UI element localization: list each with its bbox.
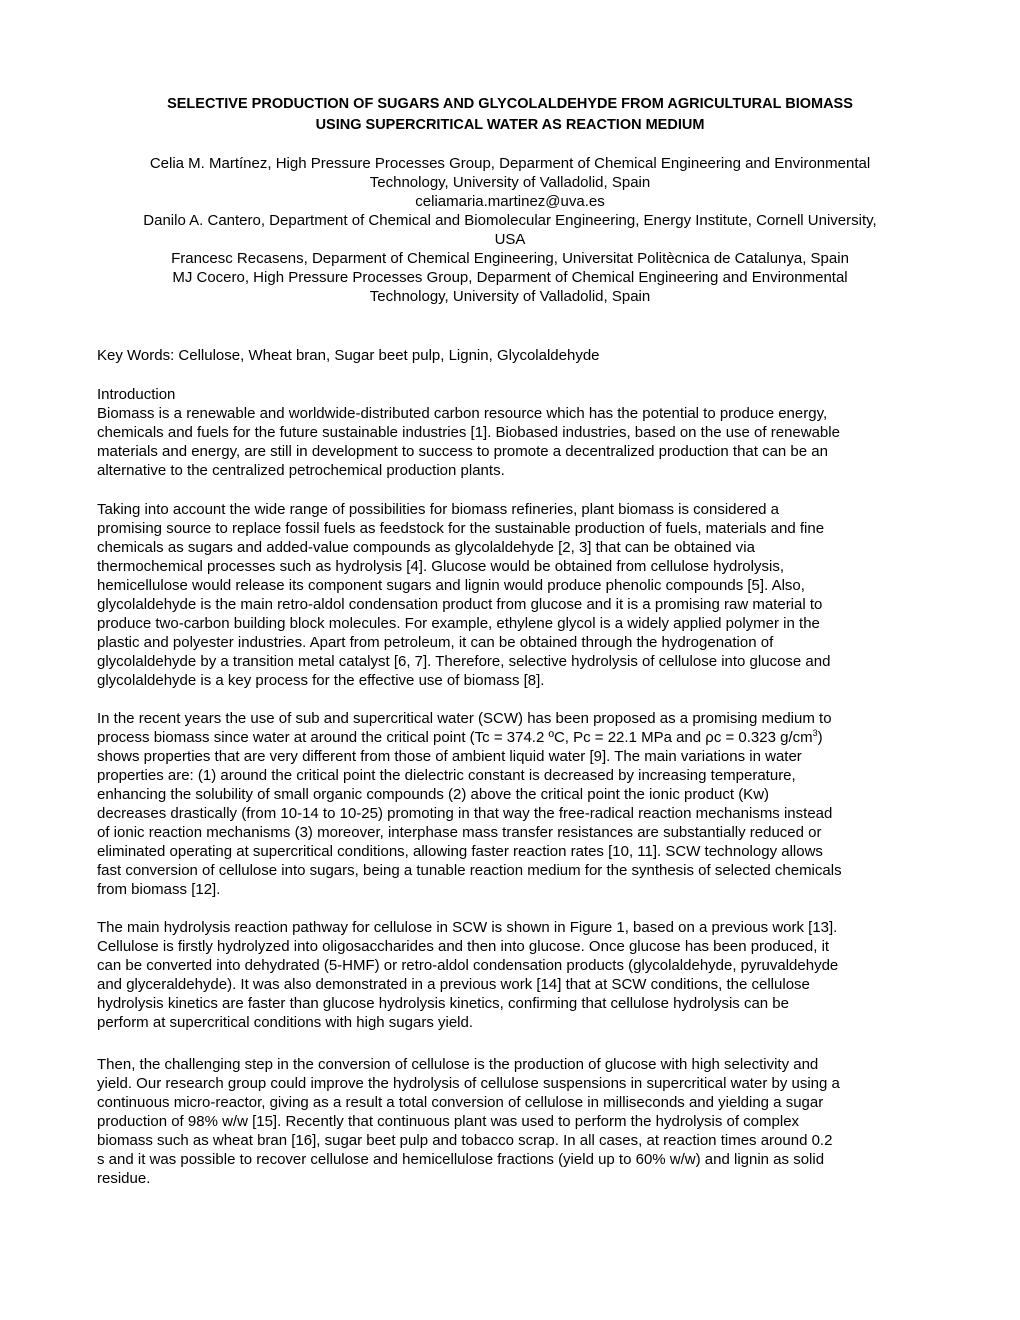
text-line: Then, the challenging step in the conversion of cellulose is the production of glucose with high selectivity and: [97, 1056, 819, 1073]
text-line: residue.: [97, 1170, 151, 1187]
text-line: plastic and polyester industries. Apart from petroleum, it can be obtained through the hydrogenation of: [97, 634, 774, 651]
text-line: chemicals and fuels for the future sustainable industries [1]. Biobased industries, based on the use of renewable: [97, 424, 840, 441]
text-line: Taking into account the wide range of possibilities for biomass refineries, plant biomass is considered a: [97, 501, 780, 518]
paragraph-1: [97, 404, 927, 480]
text-line: from biomass [12].: [97, 881, 221, 898]
paragraph-5: [97, 1055, 927, 1188]
text-line: produce two-carbon building block molecules. For example, ethylene glycol is a widely applied polymer in the: [97, 615, 820, 632]
text-line: USA: [494, 231, 526, 248]
heading-text: Introduction: [97, 386, 176, 403]
text-line: enhancing the solubility of small organic compounds (2) above the critical point the ionic product (Kw): [97, 786, 770, 803]
text-line: MJ Cocero, High Pressure Processes Group, Deparment of Chemical Engineering and Environmental: [172, 269, 848, 286]
section-heading-introduction: [97, 385, 927, 404]
text-line: alternative to the centralized petrochemical production plants.: [97, 462, 505, 479]
text-line: s and it was possible to recover cellulose and hemicellulose fractions (yield up to 60% w/w) and lignin as solid: [97, 1151, 825, 1168]
text-line: promising source to replace fossil fuels as feedstock for the sustainable production of fuels, materials and fine: [97, 520, 825, 537]
keywords: [97, 346, 927, 365]
text-span: ): [817, 729, 823, 746]
text-line: biomass such as wheat bran [16], sugar beet pulp and tobacco scrap. In all cases, at reaction times around 0.2: [97, 1132, 833, 1149]
text-line: USING SUPERCRITICAL WATER AS REACTION MEDIUM: [315, 117, 705, 133]
superscript: 3: [812, 728, 818, 738]
text-line: of ionic reaction mechanisms (3) moreover, interphase mass transfer resistances are substantially reduced or: [97, 824, 822, 841]
text-line: glycolaldehyde is a key process for the effective use of biomass [8].: [97, 672, 545, 689]
paragraph-4: [97, 918, 927, 1032]
text-line: production of 98% w/w [15]. Recently that continuous plant was used to perform the hydrolysis of complex: [97, 1113, 800, 1130]
text-span: process biomass since water at around the critical point (Tc = 374.2 ºC, Pc = 22.1 MPa and ρc = 0.323 g/cm: [97, 729, 813, 746]
text-line: [97, 728, 927, 747]
text-line: Cellulose is firstly hydrolyzed into oligosaccharides and then into glucose. Once glucose has been produced, it: [97, 938, 830, 955]
text-line: materials and energy, are still in development to success to promote a decentralized production that can be an: [97, 443, 828, 460]
text-line: perform at supercritical conditions with high sugars yield.: [97, 1014, 474, 1031]
text-line: SELECTIVE PRODUCTION OF SUGARS AND GLYCOLALDEHYDE FROM AGRICULTURAL BIOMASS: [167, 96, 853, 112]
text-line: continuous micro-reactor, giving as a result a total conversion of cellulose in milliseconds and yielding a sugar: [97, 1094, 824, 1111]
text-line: Technology, University of Valladolid, Spain: [369, 174, 651, 191]
text-line: The main hydrolysis reaction pathway for cellulose in SCW is shown in Figure 1, based on a previous work [13].: [97, 919, 838, 936]
text-line: decreases drastically (from 10-14 to 10-25) promoting in that way the free-radical reaction mechanisms instead: [97, 805, 833, 822]
keywords-text: Key Words: Cellulose, Wheat bran, Sugar beet pulp, Lignin, Glycolaldehyde: [97, 347, 600, 364]
text-line: celiamaria.martinez@uva.es: [415, 193, 605, 210]
paragraph-3: [97, 709, 927, 899]
text-line: properties are: (1) around the critical point the dielectric constant is decreased by increasing temperature,: [97, 767, 796, 784]
text-line: hemicellulose would release its component sugars and lignin would produce phenolic compounds [5]. Also,: [97, 577, 805, 594]
text-line: glycolaldehyde by a transition metal catalyst [6, 7]. Therefore, selective hydrolysis of cellulose into glucose and: [97, 653, 831, 670]
author-list: [80, 154, 940, 306]
text-line: and glyceraldehyde). It was also demonstrated in a previous work [14] that at SCW conditions, the cellulose: [97, 976, 810, 993]
text-line: can be converted into dehydrated (5-HMF) or retro-aldol condensation products (glycolaldehyde, pyruvaldehyde: [97, 957, 839, 974]
paragraph-3-rest: [97, 747, 927, 899]
text-line: eliminated operating at supercritical conditions, allowing faster reaction rates [10, 11]. SCW technology allows: [97, 843, 823, 860]
text-line: chemicals as sugars and added-value compounds as glycolaldehyde [2, 3] that can be obtained via: [97, 539, 755, 556]
text-line: thermochemical processes such as hydrolysis [4]. Glucose would be obtained from cellulose hydrolysis,: [97, 558, 784, 575]
paper-title: [80, 94, 940, 136]
text-line: glycolaldehyde is the main retro-aldol condensation product from glucose and it is a promising raw material to: [97, 596, 823, 613]
text-line: Francesc Recasens, Deparment of Chemical Engineering, Universitat Politècnica de Catalunya, Spain: [171, 250, 849, 267]
text-line: yield. Our research group could improve the hydrolysis of cellulose suspensions in supercritical water by using a: [97, 1075, 840, 1092]
text-line: shows properties that are very different from those of ambient liquid water [9]. The main variations in water: [97, 748, 802, 765]
paragraph-2: [97, 500, 927, 690]
text-line: In the recent years the use of sub and supercritical water (SCW) has been proposed as a promising medium to: [97, 710, 832, 727]
text-line: Technology, University of Valladolid, Spain: [369, 288, 651, 305]
text-line: Celia M. Martínez, High Pressure Processes Group, Deparment of Chemical Engineering and Environmental: [149, 155, 871, 172]
text-line: Danilo A. Cantero, Department of Chemical and Biomolecular Engineering, Energy Institute, Cornell University,: [143, 212, 877, 229]
text-line: hydrolysis kinetics are faster than glucose hydrolysis kinetics, confirming that cellulose hydrolysis can be: [97, 995, 789, 1012]
text-line: fast conversion of cellulose into sugars, being a tunable reaction medium for the synthesis of selected chemicals: [97, 862, 842, 879]
text-line: Biomass is a renewable and worldwide-distributed carbon resource which has the potential to produce energy,: [97, 405, 828, 422]
